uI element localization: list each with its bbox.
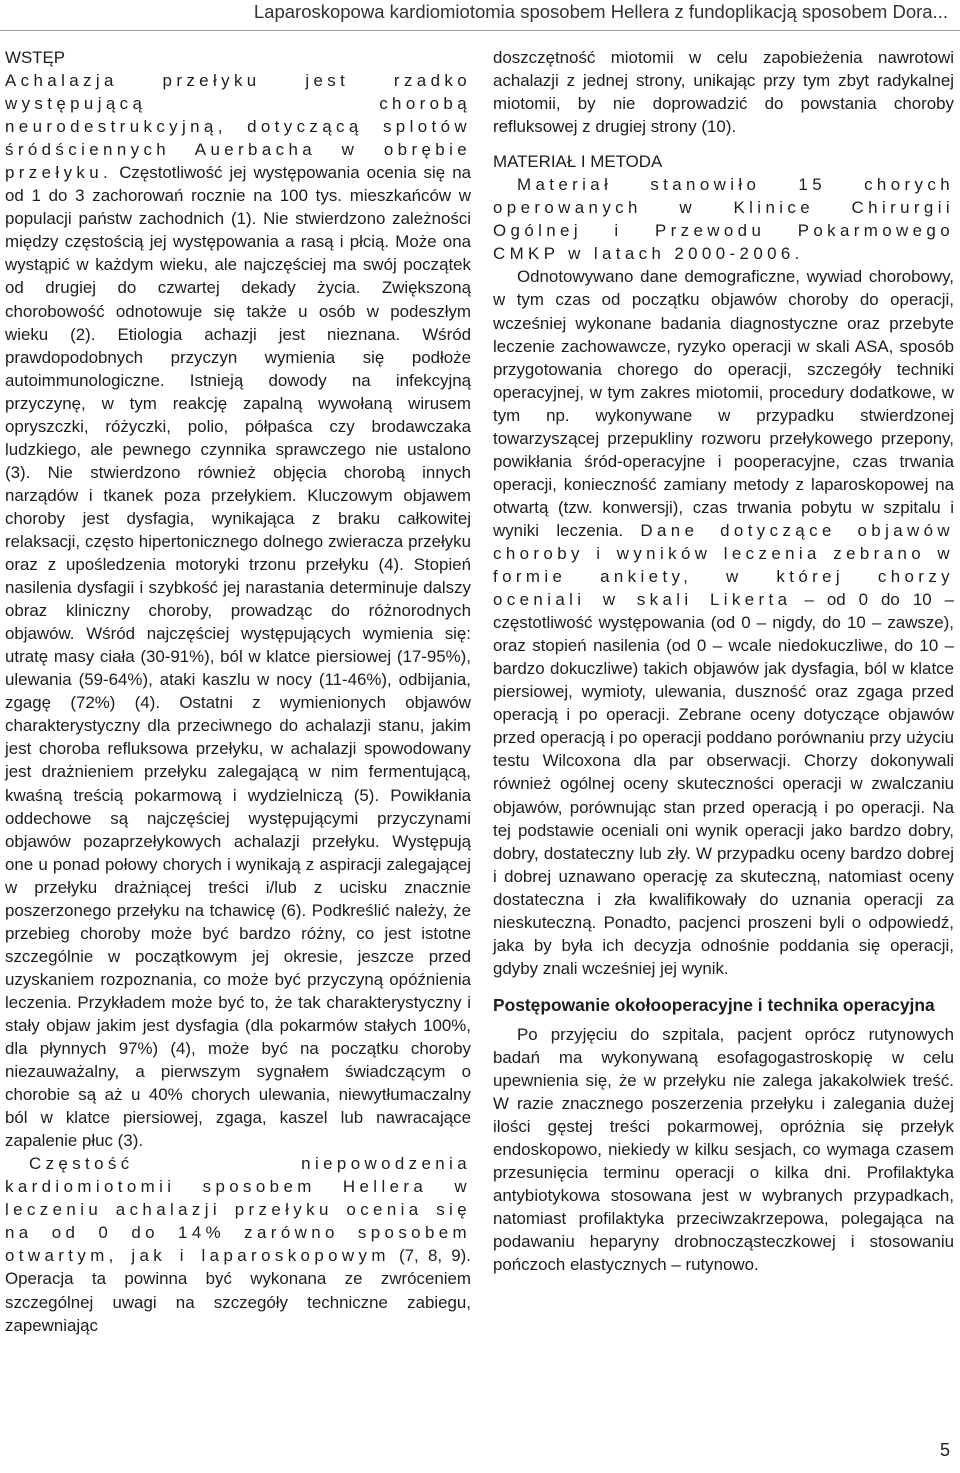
spacer (493, 138, 954, 150)
section-heading-introduction: WSTĘP (5, 48, 66, 67)
data-collection-text-b: – od 0 do 10 – częstotliwość występowania (od 0 – nigdy, do 10 – zawsze), oraz stopień nasilenia (od 0 – wcale niedokuczliwe, do 10 – bardzo dokuczliwe) takich objawów jak dysfagia, ból w klatce piersiowej, wymioty, ulewania, duszność oraz zgaga przed operacją i po operacji. Zebrane oceny dotyczące objawów przed operacją i po operacji poddano porównaniu przy użyciu testu Wilcoxona dla par obserwacji. Chorzy dokonywali również ogólnej oceny skuteczności operacji w zwalczaniu objawów, porównując stan przed operacją i po operacji. Na tej podstawie oceniali oni wynik operacji jako bardzo dobry, dobry, dostateczny lub zły. W przypadku oceny bardzo dobrej i dobrej uznawano operację za skuteczną, natomiast oceny dostateczna i zła kwalifikowały do uznania operacji za nieskuteczną. Ponadto, pacjenci proszeni byli o odpowiedź, jaka by była ich decyzja odnośnie poddania się operacji, gdyby znali wcześniej jej wynik. (493, 590, 955, 978)
section-heading-methods: MATERIAŁ I METODA (493, 152, 663, 172)
introduction-text: Częstotliwość jej występowania ocenia się na od 1 do 3 zachorowań rocznie na 100 tys. mieszkańców w populacji państw zachodnich (1). Nie stwierdzono zależności między częstością jej występowania a rasą i płcią. Może ona wystąpić w każdym wieku, ale najczęściej ma swój początek od drugiej do czwartej dekady życia. Zwiększoną chorobowość odnotowuje się także u osób w podeszłym wieku (2). Etiologia achazji jest nieznana. Wśród prawdopodobnych przyczyn wymienia się podłoże autoimmunologiczne. Istnieją dowody na infekcyjną przyczynę, w tym reakcję zapalną wywołaną wirusem opryszczki, różyczki, polio, półpaśca czy brodawczaka ludzkiego, ale pewnego czynnika sprawczego nie ustalono (3). Nie stwierdzono również objęcia chorobą innych narządów i tkanek poza przełykiem. Kluczowym objawem choroby jest dysfagia, wynikająca z braku całkowitej relaksacji, często hipertonicznego dolnego zwieracza przełyku oraz z upośledzenia motoryki trzonu przełyku (4). Stopień nasilenia dysfagii i szybkość jej narastania determinuje dalszy obraz kliniczny choroby, prowadząc do różnorodnych objawów. Wśród najczęściej występujących wymienia się: utratę masy ciała (30-91%), ból w klatce piersiowej (17-95%), ulewania (59-64%), ataki kaszlu w nocy (11-46%), odbijania, zgagę (72%) (4). Ostatni z wymienionych objawów charakterystyczny dla przeciwnego do achalazji stanu, jakim jest choroba refluksowa przełyku, w achalazji spowodowany jest drażnieniem przełyku zalegającą w nim fermentującą, kwaśną treścią pokarmową i wydzielniczą (5). Powikłania oddechowe są najczęściej występującymi przyczynami objawów pozaprzełykowych achalazji przełyku. Występują one u ponad połowy chorych i wynikają z aspiracji zalegającej w przełyku drażniącej treści i/lub z ucisku znacznie poszerzonego przełyku na tchawicę (6). Podkreślić należy, że przebieg choroby może być bardzo różny, co jest istotne szczególnie w początkowym jej okresie, jeszcze przed uzyskaniem rozpoznania, co może być przyczyną opóźnienia leczenia. Przykładem może być to, że tak charakterystyczny i stały objaw jakim jest dysfagia (dla pokarmów stałych 100%, dla płynnych 97%) (4), może być na początku choroby niezauważalny, a pierwszym sygnałem świadczącym o chorobie są aż u 40% chorych ulewania, niewytłumaczalny ból w klatce piersiowej, zgaga, kaszel lub nawracające zapalenie płuc (3). (5, 163, 471, 1151)
introduction-spaced-text: Achalazja przełyku jest rzadko występującą chorobą neurodestrukcyjną, dotyczącą splotów śródściennych Auerbacha w obrębie przełyku. (5, 71, 471, 183)
right-column (493, 46, 954, 1276)
heller-failure-text: (7, 8, 9). Operacja ta powinna być wykonana ze zwróceniem szczególnej uwagi na szczegóły techniczne zabiegu, zapewniając (5, 1246, 471, 1335)
subsection-heading-perioperative: Postępowanie okołooperacyjne i technika operacyjna (493, 994, 935, 1015)
running-header: Laparoskopowa kardiomiotomia sposobem Hellera z fundoplikacją sposobem Dora... (253, 1, 948, 22)
heller-failure-paragraph (5, 1152, 471, 1336)
page-number: 5 (939, 1440, 950, 1460)
data-collection-spaced-text: Dane dotyczące objawów choroby i wyników leczenia zebrano w formie ankiety, w której chorzy oceniali w skali Likerta (493, 520, 954, 610)
header-rule (0, 30, 960, 31)
left-column (5, 46, 471, 1337)
introduction-paragraph (5, 69, 471, 1152)
data-collection-text-a: Odnotowywano dane demograficzne, wywiad chorobowy, w tym czas od początku objawów choroby do operacji, wcześniej wykonane badania diagnostyczne oraz przebyte leczenie zachowawcze, ryzyko operacji w skali ASA, sposób przygotowania chorego do operacji, szczegóły techniki operacyjnej, w tym zakres miotomii, procedury dodatkowe, w tym np. wykonywane w przypadku stwierdzonej towarzyszącej przepukliny rozworu przełykowego przepony, powikłania śród-operacyjne i pooperacyjne, czas trwania operacji, konieczność zamiany metody z laparoskopowej na otwartą (tzw. konwersji), czas trwania pobytu w szpitalu i wyniki leczenia. (493, 267, 954, 540)
continued-paragraph: doszczętność miotomii w celu zapobieżenia nawrotowi achalazji z jednej strony, unikając przy tym zbyt radykalnej miotomii, by nie doprowadzić do powstania choroby refluksowej z drugiej strony (10). (493, 48, 954, 137)
heller-failure-spaced-text: Częstość niepowodzenia kardiomiotomii sposobem Hellera w leczeniu achalazji przełyku ocenia się na od 0 do 14% zarówno sposobem otwartym, jak i laparoskopowym (5, 1154, 471, 1266)
material-paragraph (493, 173, 954, 265)
perioperative-paragraph: Po przyjęciu do szpitala, pacjent oprócz rutynowych badań ma wykonywaną esofagogastroskopię w celu upewnienia się, że w przełyku nie zalega jakakolwiek treść. W razie znacznego poszerzenia przełyku i zalegania dużej ilości gęstej treści pokarmowej, opróżnia się przełyk endoskopowo, niekiedy w kilku sesjach, co wymaga czasem przesunięcia terminu operacji o kilka dni. Profilaktyka antybiotykowa stosowana jest w wybranych przypadkach, natomiast profilaktyka przeciwzakrzepowa, polegająca na podawaniu heparyny drobnocząsteczkowej i stosowaniu pończoch elastycznych – rutynowo. (493, 1024, 954, 1275)
data-collection-paragraph (493, 265, 954, 979)
material-spaced-text: Materiał stanowiło 15 chorych operowanych w Klinice Chirurgii Ogólnej i Przewodu Pokarmowego CMKP w latach 2000-2006. (493, 175, 954, 264)
